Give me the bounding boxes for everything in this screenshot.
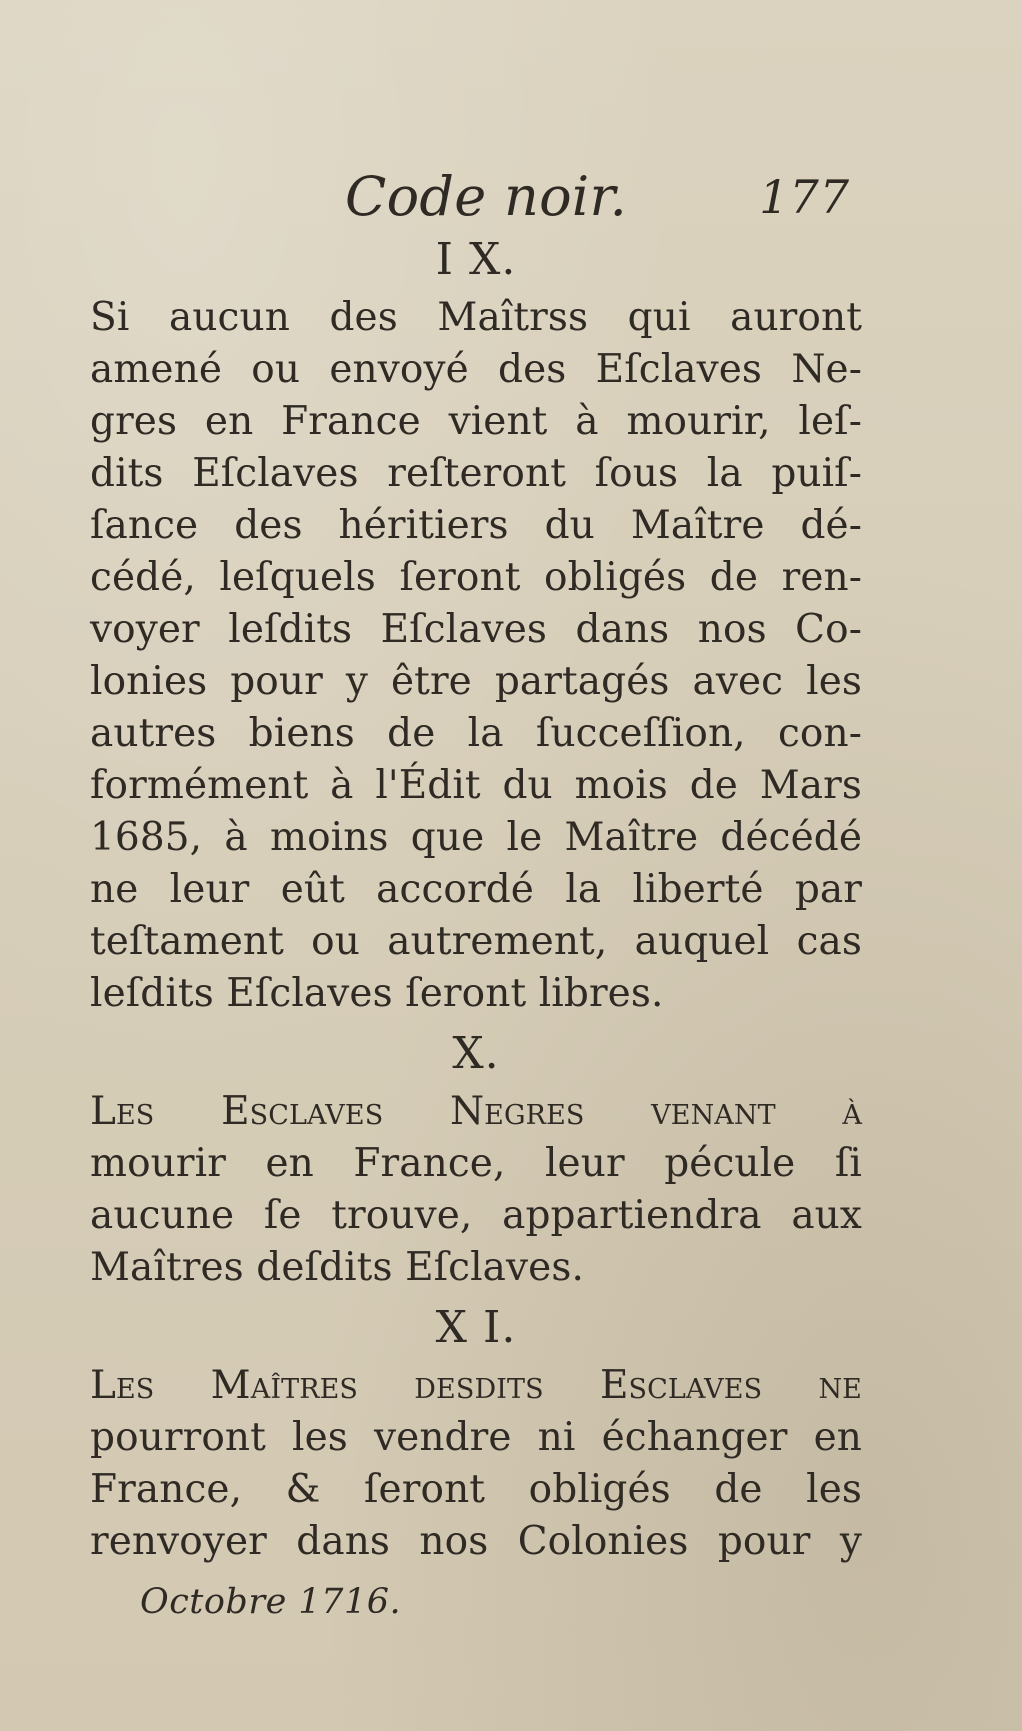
article-line: France, & ſeront obligés de les	[90, 1467, 862, 1512]
article-line: 1685, à moins que le Maître décédé	[90, 815, 862, 860]
running-title: Code noir.	[345, 165, 628, 228]
article-line: dits Eſclaves reſteront ſous la puiſ-	[90, 451, 862, 496]
article-line: aucune ſe trouve, appartiendra aux	[90, 1193, 862, 1238]
article-line: teſtament ou autrement, auquel cas	[90, 919, 862, 964]
article-line: gres en France vient à mourir, leſ-	[90, 399, 862, 444]
article-number-ix: I X.	[435, 234, 517, 285]
article-line: autres biens de la ſucceſſion, con-	[90, 711, 862, 756]
article-line: Si aucun des Maîtrss qui auront	[90, 295, 862, 340]
article-line: pourront les vendre ni échanger en	[90, 1415, 862, 1460]
article-line: renvoyer dans nos Colonies pour y	[90, 1519, 862, 1564]
article-line: ſance des héritiers du Maître dé-	[90, 503, 862, 548]
article-line: lonies pour y être partagés avec les	[90, 659, 862, 704]
article-body-ix	[90, 292, 862, 1020]
catchword: Octobre 1716.	[140, 1582, 402, 1622]
article-line: leſdits Eſclaves ſeront libres.	[90, 971, 664, 1016]
article-body-xi	[90, 1360, 862, 1568]
article-line: formément à l'Édit du mois de Mars	[90, 763, 862, 808]
page-number: 177	[759, 170, 850, 224]
running-head	[90, 165, 862, 234]
article-number-xi: X I.	[435, 1302, 517, 1353]
article-line: Maîtres deſdits Eſclaves.	[90, 1245, 584, 1290]
article-line: mourir en France, leur pécule ſi	[90, 1141, 862, 1186]
article-body-x	[90, 1086, 862, 1294]
text-block	[90, 165, 862, 1578]
article-line: voyer leſdits Eſclaves dans nos Co-	[90, 607, 862, 652]
article-number-x: X.	[452, 1028, 500, 1079]
article-line: Les Maîtres deſdits Eſclaves ne	[90, 1363, 862, 1408]
article-line: ne leur eût accordé la liberté par	[90, 867, 862, 912]
article-line: amené ou envoyé des Eſclaves Ne-	[90, 347, 862, 392]
article-line: Les Eſclaves Negres venant à	[90, 1089, 862, 1134]
article-line: cédé, leſquels ſeront obligés de ren-	[90, 555, 862, 600]
